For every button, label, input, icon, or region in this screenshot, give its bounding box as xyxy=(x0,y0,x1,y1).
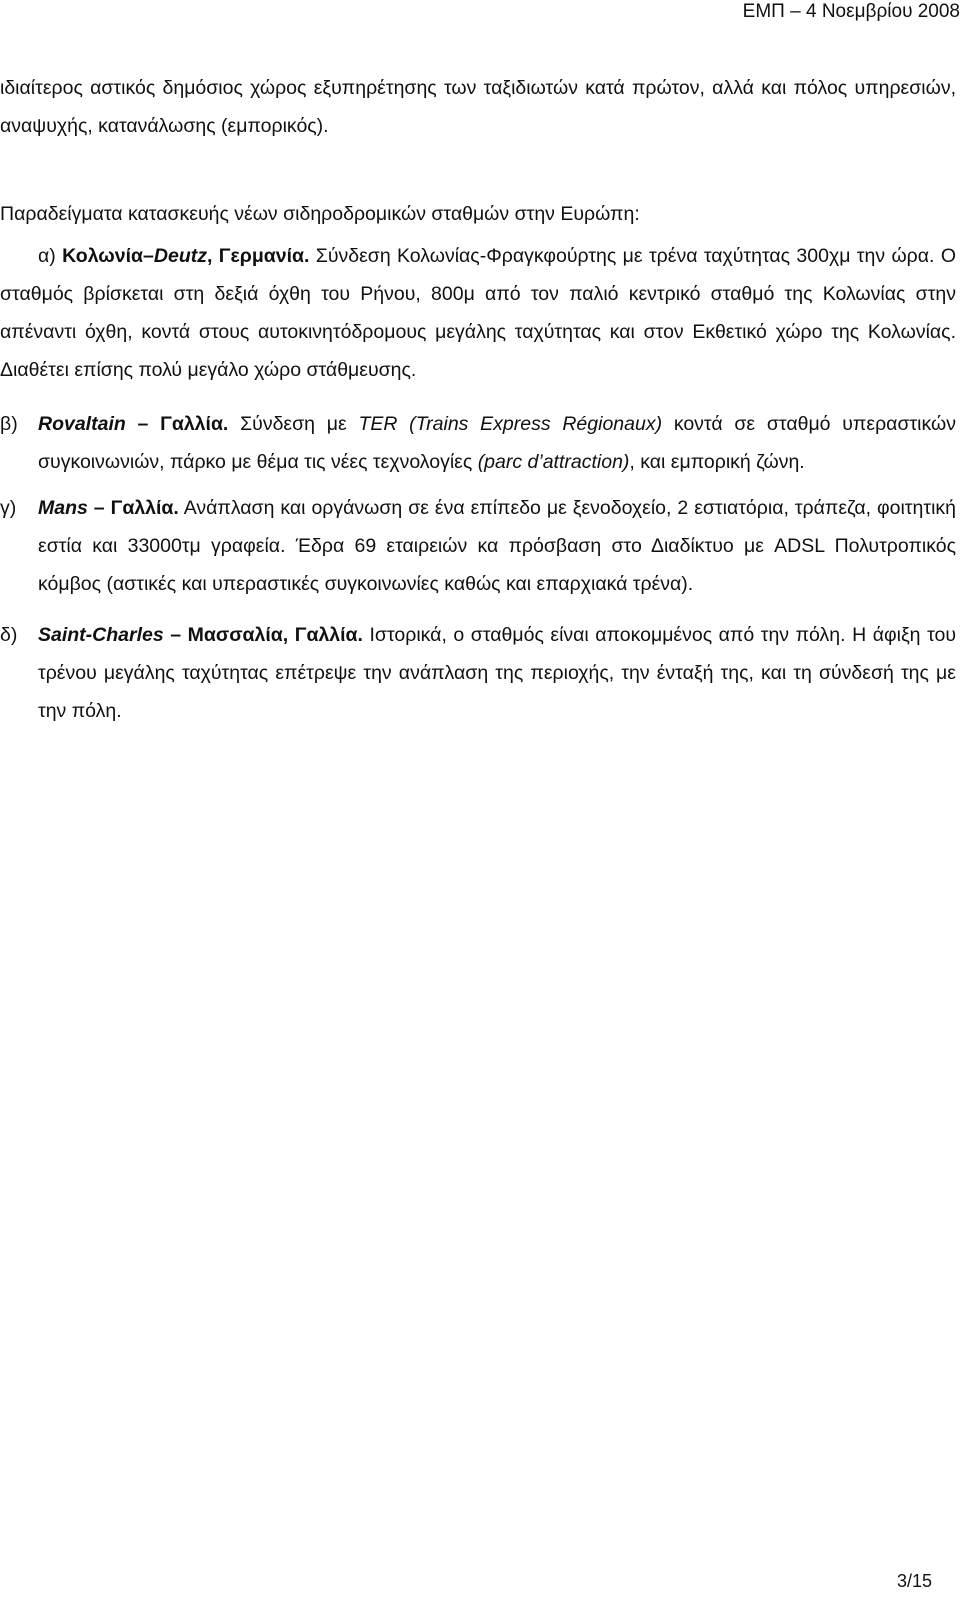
example-body: Mans – Γαλλία. Ανάπλαση και οργάνωση σε ένα επίπεδο με ξενοδοχείο, 2 εστιατόρια, τράπεζα, φοιτητική εστία και 33000τμ γραφεία. Έδρα 69 εταιρειών κα πρόσβαση στο Διαδίκτυο με ADSL Πολυτροπικός κόμβος (αστικές και υπεραστικές συγκοινωνίες καθώς και επαρχιακά τρένα). xyxy=(38,497,956,595)
list-marker: β) xyxy=(0,413,18,435)
example-title: Rovaltain – Γαλλία. xyxy=(38,413,229,435)
page-number: 3/15 xyxy=(896,1571,932,1591)
example-item-mans xyxy=(0,489,956,603)
list-marker: α) xyxy=(38,245,56,267)
example-title: Mans – Γαλλία. xyxy=(38,497,179,519)
example-item-cologne xyxy=(0,237,956,389)
examples-heading: Παραδείγματα κατασκευής νέων σιδηροδρομικών σταθμών στην Ευρώπη: xyxy=(0,203,640,225)
example-item-saint-charles xyxy=(0,616,956,730)
example-description: Σύνδεση Κολωνίας-Φραγκφούρτης με τρένα ταχύτητας 300χμ την ώρα. Ο σταθμός βρίσκεται στη δεξιά όχθη του Ρήνου, 800μ από τον παλιό κεντρικό σταθμό της Κολωνίας στην απέναντι όχθη, κοντά στους αυτοκινητόδρομους μεγάλης ταχύτητας και στον Εκθετικό χώρο της Κολωνίας. Διαθέτει επίσης πολύ μεγάλο χώρο στάθμευσης. xyxy=(0,245,956,381)
example-body: Rovaltain – Γαλλία. Σύνδεση με TER (Trains Express Régionaux) κοντά σε σταθμό υπεραστικών συγκοινωνιών, πάρκο με θέμα τις νέες τεχνολογίες (parc d’attraction), και εμπορική ζώνη. xyxy=(38,413,957,473)
list-marker: δ) xyxy=(0,624,18,646)
page-header: ΕΜΠ – 4 Νοεμβρίου 2008 xyxy=(742,1,960,22)
list-marker: γ) xyxy=(0,497,17,519)
example-item-rovaltain xyxy=(0,405,956,481)
example-title: Saint-Charles – Μασσαλία, Γαλλία. xyxy=(38,624,363,646)
example-body: Saint-Charles – Μασσαλία, Γαλλία. Ιστορικά, ο σταθμός είναι αποκομμένος από την πόλη. Η άφιξη του τρένου μεγάλης ταχύτητας επέτρεψε την ανάπλαση της περιοχής, την ένταξή της, και τη σύνδεσή της με την πόλη. xyxy=(38,624,957,722)
example-title: Κολωνία–Deutz, Γερμανία. xyxy=(62,245,310,267)
intro-paragraph: ιδιαίτερος αστικός δημόσιος χώρος εξυπηρέτησης των ταξιδιωτών κατά πρώτον, αλλά και πόλος υπηρεσιών, αναψυχής, κατανάλωσης (εμπορικός). xyxy=(0,77,956,137)
example-body xyxy=(0,237,956,389)
